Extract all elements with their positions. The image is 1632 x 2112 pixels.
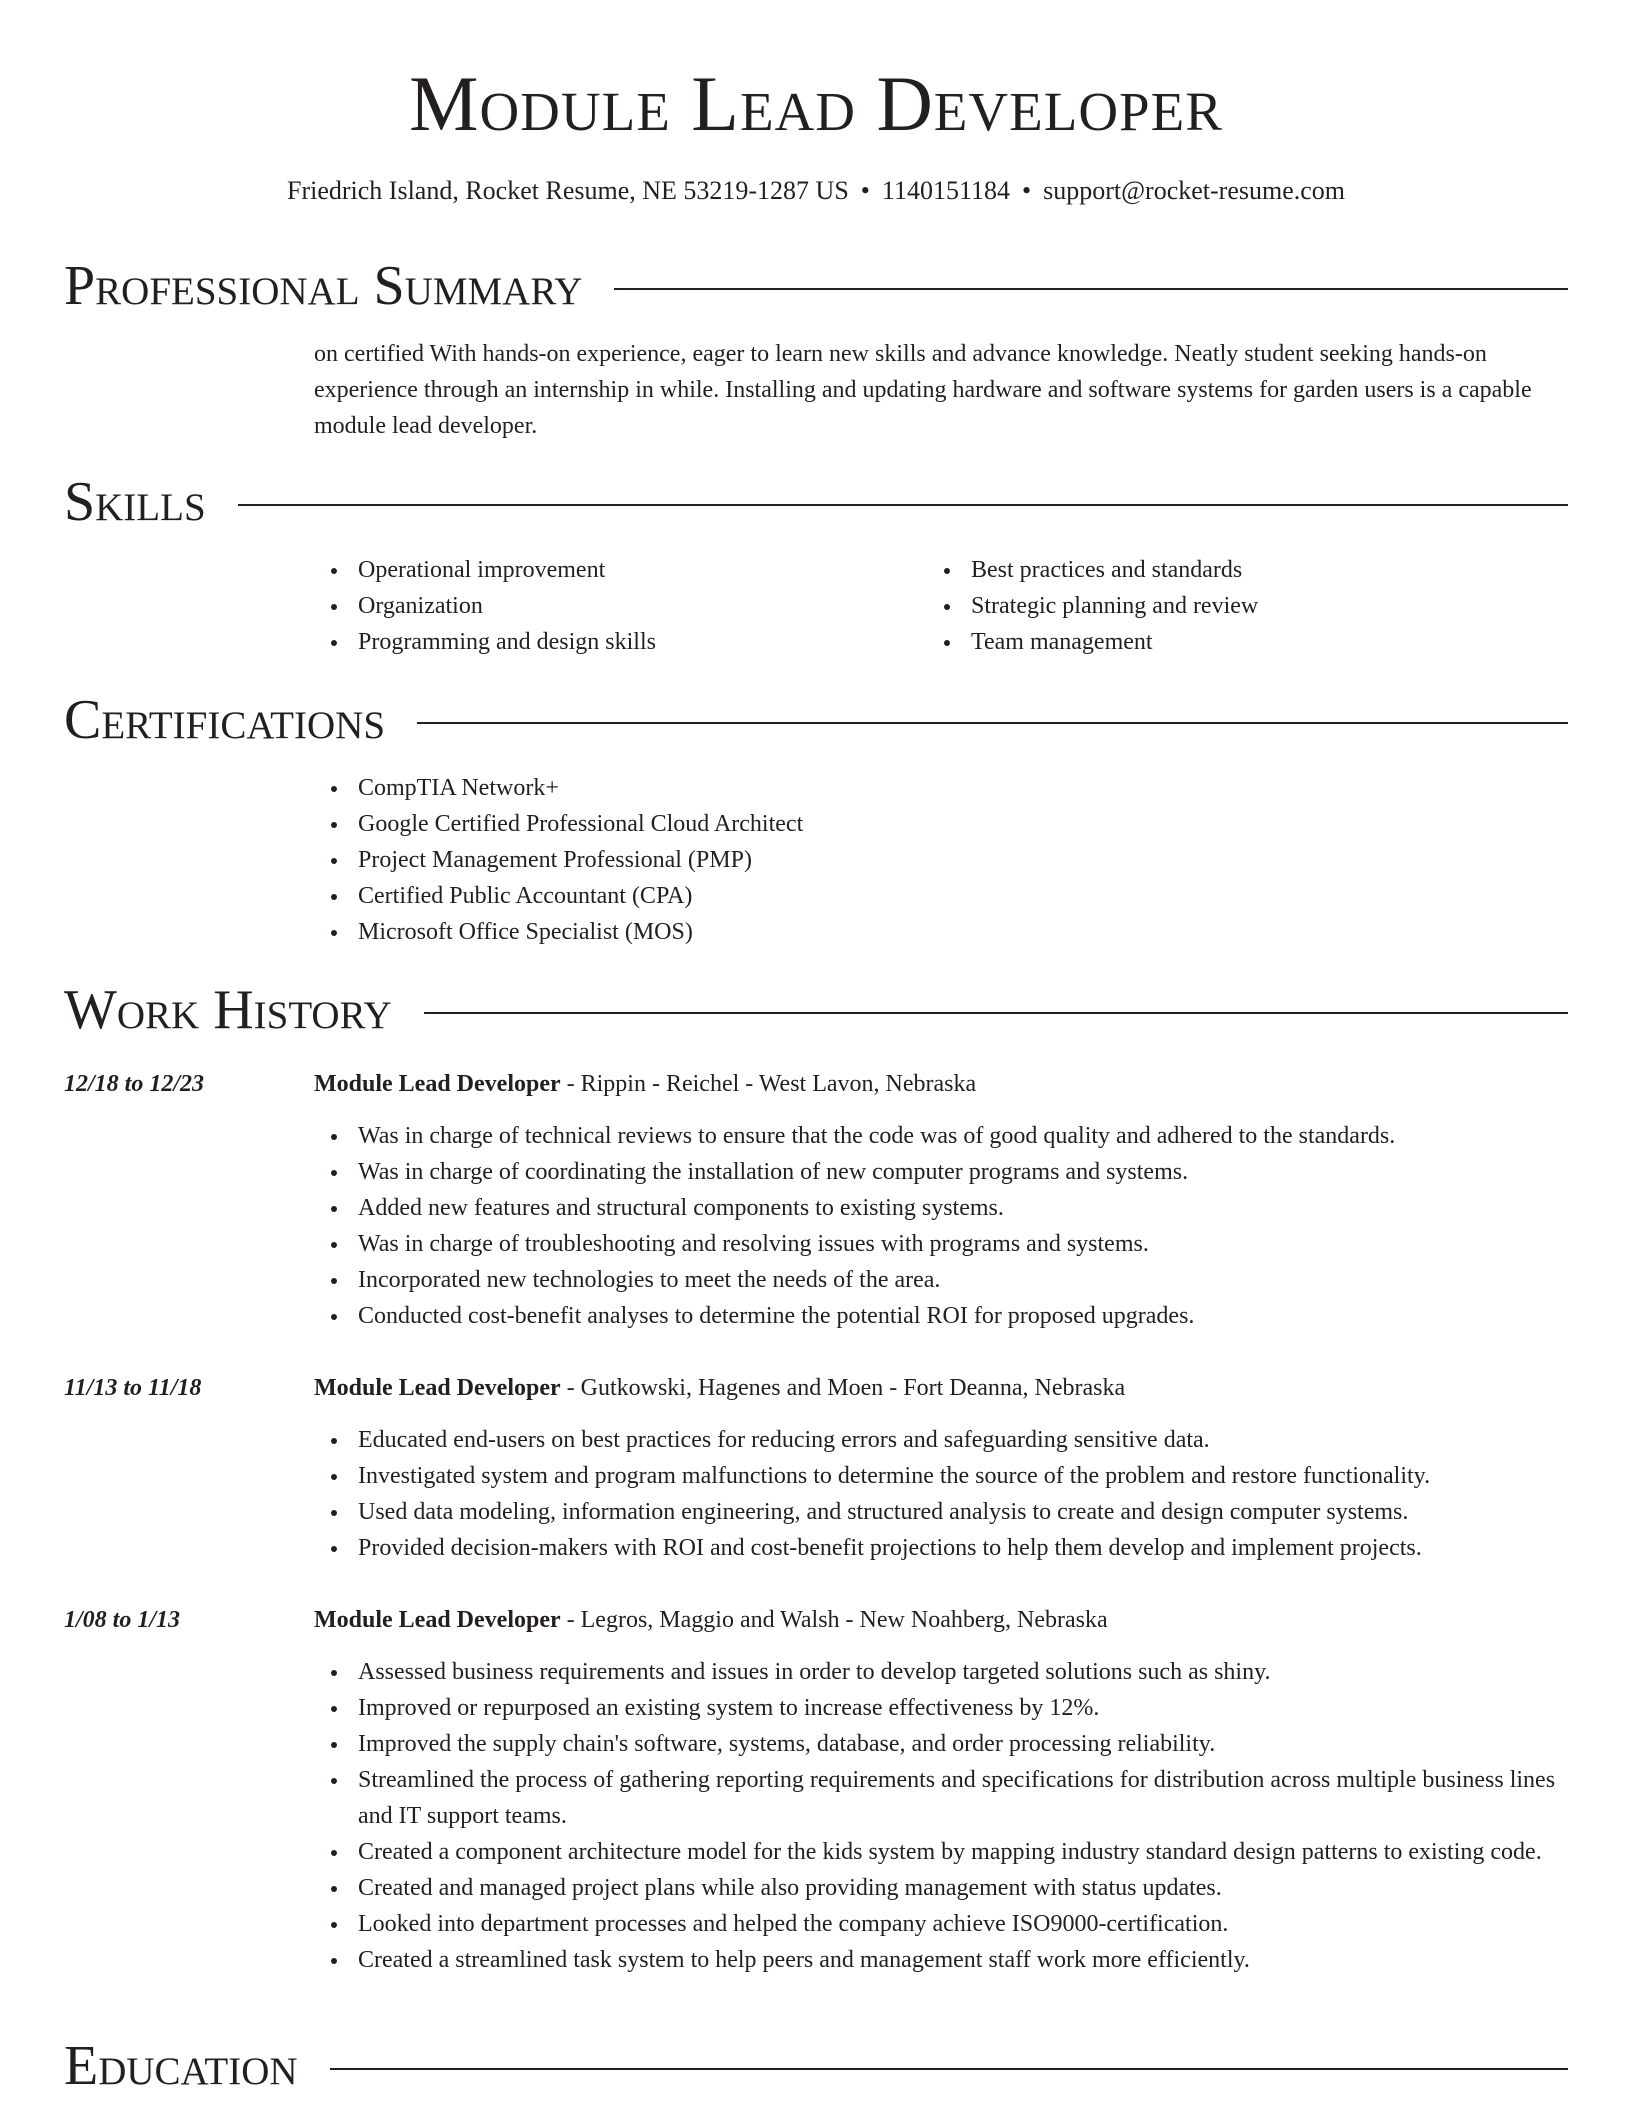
bullet-text: Created a component architecture model for the kids system by mapping industry standard design patterns to existing code. xyxy=(358,1839,1542,1865)
list-item xyxy=(314,624,914,660)
job-role: Module Lead Developer xyxy=(314,1071,561,1097)
contact-address: Friedrich Island, Rocket Resume, NE 53219-1287 US xyxy=(286,176,849,205)
bullet-text: Educated end-users on best practices for reducing errors and safeguarding sensitive data. xyxy=(358,1427,1210,1453)
list-item xyxy=(314,1870,1569,1906)
bullet-text: Improved the supply chain's software, systems, database, and order processing reliability. xyxy=(358,1731,1216,1757)
list-item xyxy=(314,1530,1569,1566)
skill-text: Team management xyxy=(971,629,1153,655)
certification-text: Google Certified Professional Cloud Architect xyxy=(358,811,804,837)
section-header-summary xyxy=(64,256,1568,316)
job-role: Module Lead Developer xyxy=(314,1607,561,1633)
list-item xyxy=(314,1190,1569,1226)
section-header-certifications xyxy=(64,690,1568,750)
list-item xyxy=(314,1726,1569,1762)
bullet-text: Improved or repurposed an existing system to increase effectiveness by 12%. xyxy=(358,1695,1100,1721)
job-bullets xyxy=(314,1654,1569,1978)
job-bullets xyxy=(314,1118,1569,1334)
bullet-text: Streamlined the process of gathering reporting requirements and specifications for distribution across multiple business lines and IT support teams. xyxy=(358,1767,1556,1829)
list-item xyxy=(314,588,914,624)
skills-column-right xyxy=(927,552,1567,660)
section-divider xyxy=(330,2068,1568,2070)
job-employer-location: - Gutkowski, Hagenes and Moen - Fort Deanna, Nebraska xyxy=(560,1375,1126,1401)
bullet-text: Assessed business requirements and issues in order to develop targeted solutions such as shiny. xyxy=(358,1659,1271,1685)
list-item xyxy=(314,1458,1569,1494)
list-item xyxy=(314,806,1569,842)
bullet-text: Investigated system and program malfunctions to determine the source of the problem and restore functionality. xyxy=(358,1463,1431,1489)
list-item xyxy=(314,1654,1569,1690)
list-item xyxy=(314,1690,1569,1726)
list-item xyxy=(314,1298,1569,1334)
section-divider xyxy=(614,288,1568,290)
skill-text: Organization xyxy=(358,593,483,619)
section-header-education xyxy=(64,2036,1568,2096)
contact-separator: • xyxy=(860,176,870,205)
list-item xyxy=(927,552,1567,588)
certification-text: Certified Public Accountant (CPA) xyxy=(358,883,693,909)
job-dates: 11/13 to 11/18 xyxy=(64,1375,202,1401)
list-item xyxy=(314,1262,1569,1298)
bullet-text: Was in charge of coordinating the installation of new computer programs and systems. xyxy=(358,1159,1189,1185)
section-divider xyxy=(424,1012,1568,1014)
bullet-text: Used data modeling, information engineering, and structured analysis to create and design computer systems. xyxy=(358,1499,1409,1525)
list-item xyxy=(314,1942,1569,1978)
list-item xyxy=(314,1906,1569,1942)
list-item xyxy=(927,624,1567,660)
list-item xyxy=(314,1494,1569,1530)
bullet-text: Was in charge of technical reviews to ensure that the code was of good quality and adhered to the standards. xyxy=(358,1123,1396,1149)
job-heading xyxy=(314,1602,1569,1638)
job-bullets xyxy=(314,1422,1569,1566)
bullet-text: Was in charge of troubleshooting and resolving issues with programs and systems. xyxy=(358,1231,1149,1257)
contact-email: support@rocket-resume.com xyxy=(1043,176,1346,205)
job-heading xyxy=(314,1066,1569,1102)
skill-text: Strategic planning and review xyxy=(971,593,1259,619)
section-title: Work History xyxy=(64,979,392,1041)
certifications-list xyxy=(314,770,1569,950)
list-item xyxy=(314,878,1569,914)
skill-text: Programming and design skills xyxy=(358,629,656,655)
list-item xyxy=(927,588,1567,624)
job-heading xyxy=(314,1370,1569,1406)
certification-text: Project Management Professional (PMP) xyxy=(358,847,752,873)
job-role: Module Lead Developer xyxy=(314,1375,561,1401)
bullet-text: Conducted cost-benefit analyses to determine the potential ROI for proposed upgrades. xyxy=(358,1303,1195,1329)
list-item xyxy=(314,1762,1569,1834)
summary-text: on certified With hands-on experience, eager to learn new skills and advance knowledge. Neatly student seeking hands-on experience through an internship in while. Installing and updating hardware and software systems for garden users is a capable module lead developer. xyxy=(314,341,1532,439)
job-dates: 12/18 to 12/23 xyxy=(64,1071,205,1097)
list-item xyxy=(314,770,1569,806)
section-title: Education xyxy=(64,2035,298,2097)
section-title: Professional Summary xyxy=(64,255,583,317)
contact-line xyxy=(0,174,1632,208)
list-item xyxy=(314,1422,1569,1458)
contact-separator: • xyxy=(1021,176,1032,205)
bullet-text: Created a streamlined task system to help peers and management staff work more efficiently. xyxy=(358,1947,1250,1973)
list-item xyxy=(314,1118,1569,1154)
candidate-name: Module Lead Developer xyxy=(409,60,1223,147)
list-item xyxy=(314,914,1569,950)
skill-text: Operational improvement xyxy=(358,557,606,583)
section-header-work-history xyxy=(64,980,1568,1040)
contact-phone: 1140151184 xyxy=(881,176,1010,205)
bullet-text: Created and managed project plans while also providing management with status updates. xyxy=(358,1875,1222,1901)
job-dates: 1/08 to 1/13 xyxy=(64,1607,181,1633)
section-title: Certifications xyxy=(64,689,386,751)
job-employer-location: - Legros, Maggio and Walsh - New Noahberg, Nebraska xyxy=(560,1607,1108,1633)
certification-text: Microsoft Office Specialist (MOS) xyxy=(358,919,693,945)
list-item xyxy=(314,1154,1569,1190)
list-item xyxy=(314,552,914,588)
bullet-text: Added new features and structural components to existing systems. xyxy=(358,1195,1004,1221)
section-title: Skills xyxy=(64,471,206,533)
skill-text: Best practices and standards xyxy=(971,557,1243,583)
skills-column-left xyxy=(314,552,914,660)
section-divider xyxy=(238,504,1568,506)
job-employer-location: - Rippin - Reichel - West Lavon, Nebraska xyxy=(560,1071,977,1097)
list-item xyxy=(314,842,1569,878)
certification-text: CompTIA Network+ xyxy=(358,775,559,801)
list-item xyxy=(314,1226,1569,1262)
bullet-text: Looked into department processes and helped the company achieve ISO9000-certification. xyxy=(358,1911,1229,1937)
list-item xyxy=(314,1834,1569,1870)
section-header-skills xyxy=(64,472,1568,532)
section-divider xyxy=(417,722,1568,724)
bullet-text: Incorporated new technologies to meet the needs of the area. xyxy=(358,1267,941,1293)
bullet-text: Provided decision-makers with ROI and cost-benefit projections to help them develop and implement projects. xyxy=(358,1535,1422,1561)
